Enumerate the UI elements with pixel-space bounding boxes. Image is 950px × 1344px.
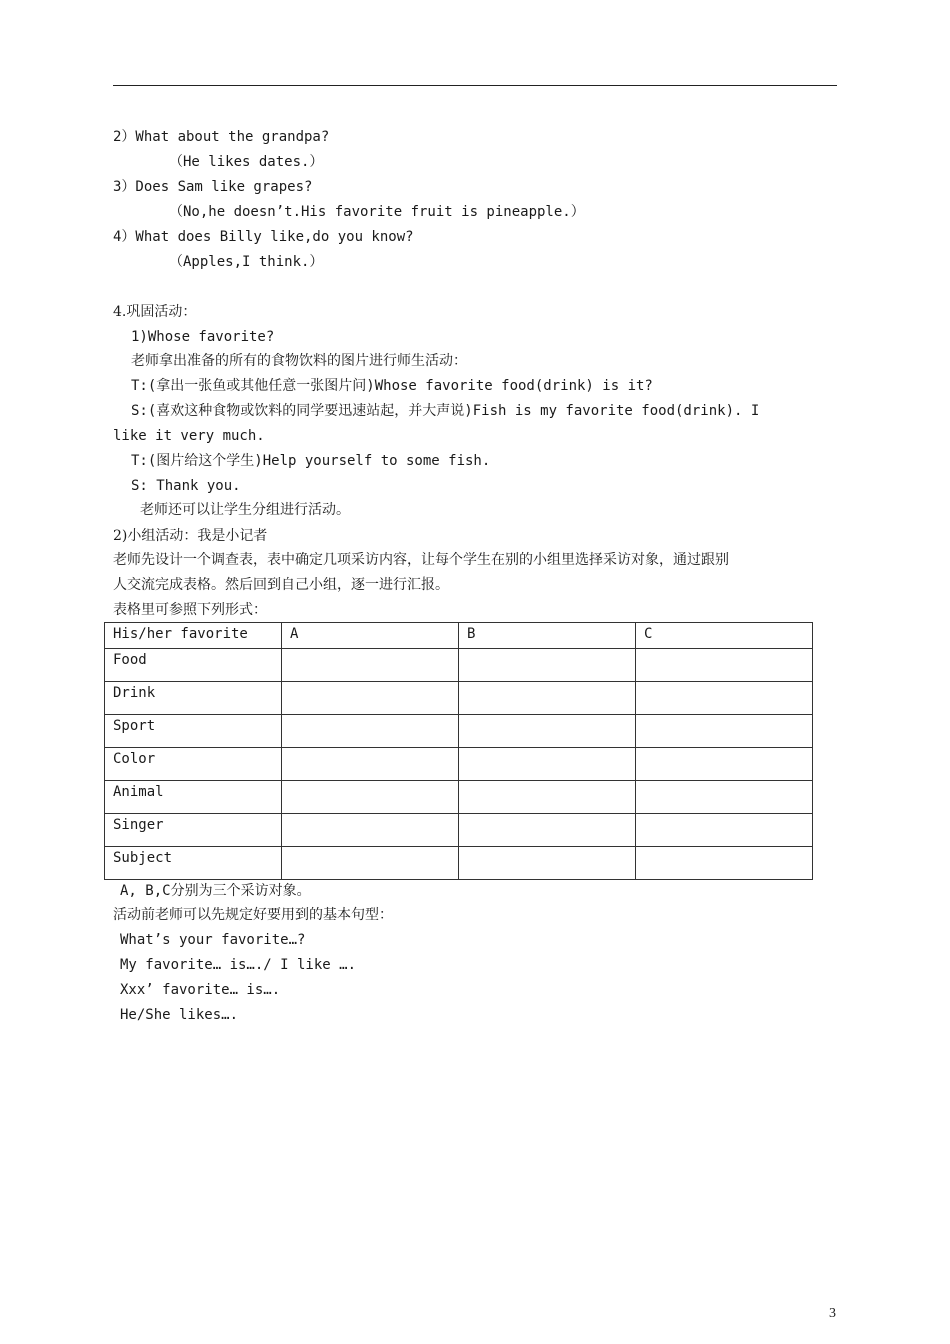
header-cell: B [459,623,636,649]
answer-2: （He likes dates.） [169,154,324,170]
empty-cell [459,847,636,880]
empty-cell [636,781,813,814]
table-intro: 表格里可参照下列形式： [113,602,267,618]
header-cell: A [282,623,459,649]
activity-2-description-a: 老师先设计一个调查表，表中确定几项采访内容，让每个学生在别的小组里选择采访对象，通过跟别 [113,552,729,568]
activity-2-title: 2)小组活动：我是小记者 [113,528,268,544]
question-4: 4）What does Billy like,do you know? [113,229,414,245]
sentence-pattern: What’s your favorite…? [120,932,306,948]
empty-cell [636,748,813,781]
activity-2-description-b: 人交流完成表格。然后回到自己小组，逐一进行汇报。 [113,577,449,593]
empty-cell [636,715,813,748]
interviewee-note: A, B,C分别为三个采访对象。 [120,883,311,899]
table-row [105,847,813,880]
question-3: 3）Does Sam like grapes? [113,179,313,195]
activity-1-description: 老师拿出准备的所有的食物饮料的图片进行师生活动： [131,353,467,369]
sentence-pattern: He/She likes…. [120,1007,239,1023]
empty-cell [282,748,459,781]
empty-cell [459,649,636,682]
row-label: Sport [105,715,282,748]
header-rule [113,85,837,86]
empty-cell [636,814,813,847]
pattern-intro: 活动前老师可以先规定好要用到的基本句型： [113,907,393,923]
row-label: Singer [105,814,282,847]
teacher-line-2: T:(图片给这个学生)Help yourself to some fish. [131,453,491,469]
empty-cell [459,781,636,814]
header-cell: C [636,623,813,649]
row-label: Subject [105,847,282,880]
answer-4: （Apples,I think.） [169,254,324,270]
row-label: Color [105,748,282,781]
table-row [105,814,813,847]
page-number: 3 [829,1306,836,1321]
empty-cell [282,847,459,880]
empty-cell [282,682,459,715]
empty-cell [459,682,636,715]
empty-cell [459,748,636,781]
answer-3: （No,he doesn’t.His favorite fruit is pineapple.） [169,204,585,220]
table-row [105,715,813,748]
sentence-pattern: Xxx’ favorite… is…. [120,982,281,998]
row-label: Drink [105,682,282,715]
empty-cell [282,649,459,682]
sentence-pattern: My favorite… is…./ I like …. [120,957,357,973]
student-line-2: S: Thank you. [131,478,241,494]
empty-cell [282,715,459,748]
empty-cell [636,649,813,682]
table-row [105,682,813,715]
student-line-1b: like it very much. [113,428,265,444]
empty-cell [459,715,636,748]
group-note: 老师还可以让学生分组进行活动。 [140,502,350,518]
row-label: Food [105,649,282,682]
empty-cell [636,847,813,880]
survey-table [104,622,813,880]
empty-cell [282,781,459,814]
header-cell: His/her favorite [105,623,282,649]
empty-cell [459,814,636,847]
empty-cell [636,682,813,715]
table-row [105,649,813,682]
empty-cell [282,814,459,847]
question-2: 2）What about the grandpa? [113,129,330,145]
row-label: Animal [105,781,282,814]
teacher-line-1: T:(拿出一张鱼或其他任意一张图片问)Whose favorite food(drink) is it? [131,378,653,394]
table-header-row [105,623,813,649]
student-line-1a: S:(喜欢这种食物或饮料的同学要迅速站起，并大声说)Fish is my favorite food(drink). I [131,403,760,419]
table-row [105,781,813,814]
table-row [105,748,813,781]
section-4-heading: 4.巩固活动： [113,304,197,320]
activity-1-title: 1)Whose favorite? [131,329,275,345]
